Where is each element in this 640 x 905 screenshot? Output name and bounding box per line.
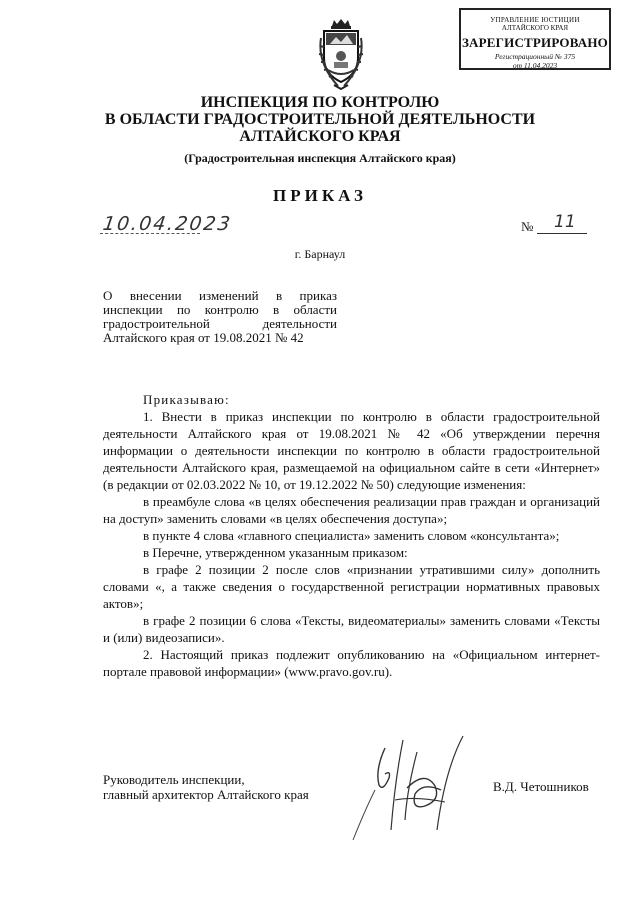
subject-line2: инспекции по контролю в области — [103, 302, 337, 317]
date-underline — [100, 233, 200, 234]
org-name-line1: ИНСПЕКЦИЯ ПО КОНТРОЛЮ — [200, 94, 440, 111]
number-label: № — [521, 219, 534, 234]
stamp-reg-number: Регистрационный № 375 — [494, 52, 576, 61]
stamp-status: ЗАРЕГИСТРИРОВАНО — [462, 35, 608, 50]
registration-stamp — [459, 8, 611, 70]
body-paragraph-7: 2. Настоящий приказ подлежит опубликованию на «Официальном интернет-портале правовой информации» (www.pravo.gov.ru). — [103, 647, 600, 679]
body-paragraph-2: в преамбуле слова «в целях обеспечения реализации прав граждан и организаций на доступ» заменить словами «в целях обеспечения доступа»; — [103, 494, 600, 526]
body-paragraph-5: в графе 2 позиции 2 после слов «признании утратившими силу» дополнить словами «, а также сведения о государственной регистрации нормативных правовых актов»; — [103, 562, 600, 611]
signer-name: В.Д. Четошников — [493, 779, 589, 794]
body-paragraph-4: в Перечне, утвержденном указанным приказом: — [143, 545, 408, 560]
document-date: 10.04.2023 — [101, 213, 234, 235]
stamp-reg-date: от 11.04.2023 — [512, 61, 558, 70]
number-underline — [537, 233, 587, 234]
body-intro: Приказываю: — [143, 392, 230, 407]
org-short-name: (Градостроительная инспекция Алтайского края) — [184, 151, 456, 165]
document-subject — [103, 289, 337, 345]
city: г. Барнаул — [294, 247, 346, 261]
document-body — [103, 391, 600, 680]
body-paragraph-6: в графе 2 позиции 6 слова «Тексты, видеоматериалы» заменить словами «Тексты и (или) видеозаписи». — [103, 613, 600, 645]
subject-line1: О внесении изменений в приказ — [103, 288, 337, 303]
org-name-line2: В ОБЛАСТИ ГРАДОСТРОИТЕЛЬНОЙ ДЕЯТЕЛЬНОСТИ — [104, 111, 536, 128]
org-name-line3: АЛТАЙСКОГО КРАЯ — [239, 128, 401, 145]
handwritten-signature — [345, 730, 475, 850]
subject-line4: Алтайского края от 19.08.2021 № 42 — [103, 330, 304, 345]
signer-position — [103, 772, 309, 802]
body-paragraph-1: 1. Внести в приказ инспекции по контролю в области градостроительной деятельности Алтайского края от 19.08.2021 № 42 «Об утверждении перечня информации о деятельности инспекции по контролю в области градостроительной деятельности Алтайского края, размещаемой на официальном сайте в сети «Интернет» (в редакции от 02.03.2022 № 10, от 19.12.2022 № 50) следующие изменения: — [103, 409, 600, 492]
signer-position-line2: главный архитектор Алтайского края — [103, 787, 309, 802]
stamp-line2: АЛТАЙСКОГО КРАЯ — [501, 24, 569, 32]
signer-position-line1: Руководитель инспекции, — [103, 772, 245, 787]
stamp-line1: УПРАВЛЕНИЕ ЮСТИЦИИ — [490, 16, 580, 24]
coat-of-arms-icon — [316, 18, 366, 90]
subject-line3: градостроительной деятельности — [103, 316, 337, 331]
document-title: ПРИКАЗ — [273, 186, 367, 205]
body-paragraph-3: в пункте 4 слова «главного специалиста» заменить словом «консультанта»; — [143, 528, 560, 543]
document-number: 11 — [554, 212, 576, 232]
